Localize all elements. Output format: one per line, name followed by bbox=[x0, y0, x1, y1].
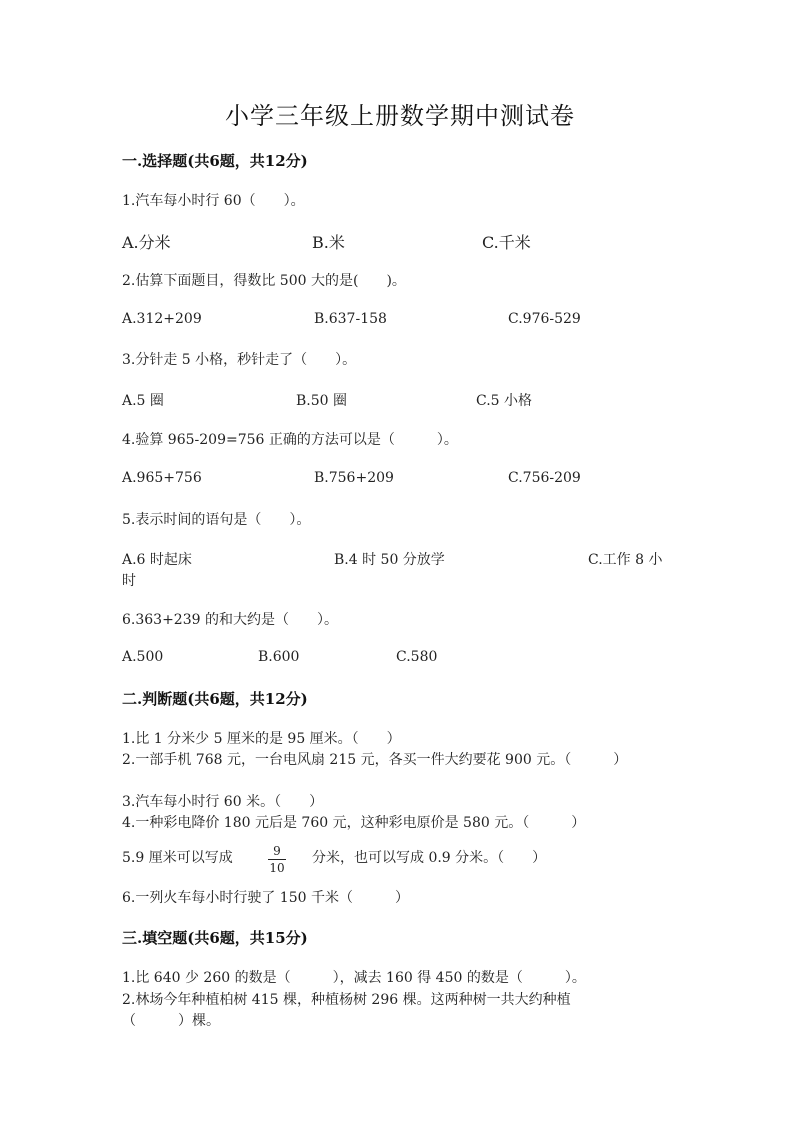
option-5b: B.4 时 50 分放学 bbox=[334, 552, 445, 568]
judge-item-1: 1.比 1 分米少 5 厘米的是 95 厘米。（ ） bbox=[122, 731, 401, 747]
fill-item-1: 1.比 640 少 260 的数是（ ），减去 160 得 450 的数是（ ）。 bbox=[122, 970, 586, 986]
fraction-denominator: 10 bbox=[269, 861, 285, 875]
option-5c: C.工作 8 小 bbox=[588, 552, 663, 568]
section-heading-fill: 三.填空题(共6题，共15分) bbox=[122, 929, 308, 947]
option-2a: A.312+209 bbox=[122, 311, 202, 327]
fraction-nine-tenths bbox=[268, 840, 286, 875]
judge-item-4: 4.一种彩电降价 180 元后是 760 元，这种彩电原价是 580 元。（ ） bbox=[122, 815, 586, 831]
question-4: 4.验算 965-209=756 正确的方法可以是（ ）。 bbox=[122, 432, 458, 448]
option-3c: C.5 小格 bbox=[476, 393, 533, 409]
judge-item-6: 6.一列火车每小时行驶了 150 千米（ ） bbox=[122, 890, 409, 906]
question-3: 3.分针走 5 小格，秒针走了（ ）。 bbox=[122, 352, 357, 368]
judge-item-5-part2: 分米，也可以写成 0.9 分米。（ ） bbox=[312, 850, 547, 866]
option-2b: B.637-158 bbox=[314, 311, 387, 327]
question-1: 1.汽车每小时行 60（ ）。 bbox=[122, 193, 305, 209]
option-1c: C.千米 bbox=[482, 233, 531, 252]
fill-item-2: 2.林场今年种植柏树 415 棵，种植杨树 296 棵。这两种树一共大约种植 bbox=[122, 992, 571, 1008]
question-2: 2.估算下面题目，得数比 500 大的是( )。 bbox=[122, 273, 406, 289]
fraction-numerator: 9 bbox=[273, 844, 281, 858]
option-4a: A.965+756 bbox=[122, 470, 202, 486]
option-3b: B.50 圈 bbox=[296, 393, 348, 409]
judge-item-5-part1: 5.9 厘米可以写成 bbox=[122, 850, 233, 866]
section-heading-judge: 二.判断题(共6题，共12分) bbox=[122, 690, 308, 708]
option-5a: A.6 时起床 bbox=[122, 552, 192, 568]
page-title: 小学三年级上册数学期中测试卷 bbox=[225, 102, 575, 130]
option-3a: A.5 圈 bbox=[122, 393, 164, 409]
option-4b: B.756+209 bbox=[314, 470, 394, 486]
option-4c: C.756-209 bbox=[508, 470, 581, 486]
question-6: 6.363+239 的和大约是（ ）。 bbox=[122, 612, 338, 628]
option-1b: B.米 bbox=[312, 233, 345, 252]
judge-item-2: 2.一部手机 768 元，一台电风扇 215 元，各买一件大约要花 900 元。（ ） bbox=[122, 752, 628, 768]
fraction-bar bbox=[268, 859, 286, 860]
option-6a: A.500 bbox=[122, 649, 164, 665]
question-5: 5.表示时间的语句是（ ）。 bbox=[122, 512, 311, 528]
fill-item-2-wrap: （ ）棵。 bbox=[122, 1013, 220, 1029]
option-1a: A.分米 bbox=[122, 233, 171, 252]
option-6b: B.600 bbox=[258, 649, 300, 665]
section-heading-choice: 一.选择题(共6题，共12分) bbox=[122, 152, 308, 170]
option-5c-wrap: 时 bbox=[122, 573, 136, 589]
option-6c: C.580 bbox=[396, 649, 438, 665]
judge-item-3: 3.汽车每小时行 60 米。（ ） bbox=[122, 794, 324, 810]
option-2c: C.976-529 bbox=[508, 311, 581, 327]
